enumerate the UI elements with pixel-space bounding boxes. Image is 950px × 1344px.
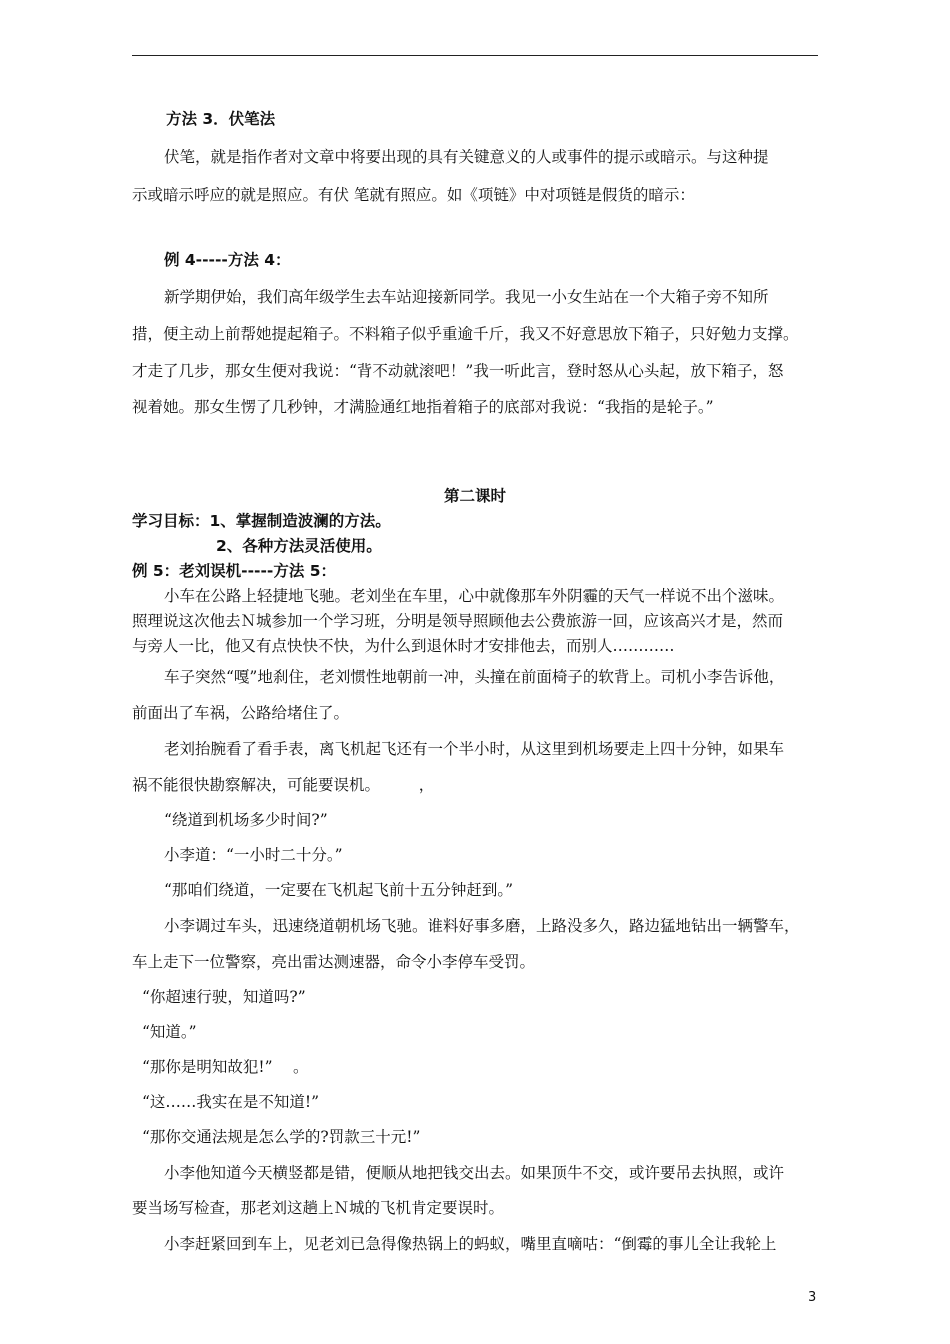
text-line: 小李他知道今天横竖都是错，便顺从地把钱交出去。如果顶牛不交，或许要吊去执照，或许 [164,1164,785,1182]
text-line: 学习目标：1、掌握制造波澜的方法。 [132,512,391,530]
page-number: 3 [808,1290,817,1305]
text-line: 老刘抬腕看了看手表，离飞机起飞还有一个半小时，从这里到机场要走上四十分钟，如果车 [164,740,785,758]
text-line: 前面出了车祸，公路给堵住了。 [132,704,350,722]
text-line: “那咱们绕道，一定要在飞机起飞前十五分钟赶到。” [164,881,514,899]
text-line: “那你交通法规是怎么学的?罚款三十元!” [142,1128,421,1146]
text-line: “你超速行驶，知道吗?” [142,988,306,1006]
text-line: 伏笔，就是指作者对文章中将要出现的具有关键意义的人或事件的提示或暗示。与这种提 [164,148,769,166]
text-line: 祸不能很快勘察解决，可能要误机。 ， [132,776,435,794]
text-line: 小李赶紧回到车上，见老刘已急得像热锅上的蚂蚁，嘴里直嘀咕：“倒霉的事儿全让我轮上 [164,1235,777,1253]
text-line: 例 4-----方法 4： [164,251,291,269]
text-line: 车子突然“嘎”地刹住，老刘惯性地朝前一冲，头撞在前面椅子的软背上。司机小李告诉他， [164,668,785,686]
text-line: “那你是明知故犯!” 。 [142,1058,309,1076]
text-line: 小李道：“一小时二十分。” [164,846,343,864]
text-line: 小车在公路上轻捷地飞驰。老刘坐在车里，心中就像那车外阴霾的天气一样说不出个滋味。 [164,587,785,605]
text-line: 要当场写检查，那老刘这趟上Ｎ城的飞机肯定要误时。 [132,1199,505,1217]
text-line: 方法 3．伏笔法 [166,110,276,128]
text-line: 与旁人一比，他又有点快快不快，为什么到退休时才安排他去，而别人………… [132,637,675,655]
text-line: 照理说这次他去Ｎ城参加一个学习班，分明是领导照顾他去公费旅游一回，应该高兴才是，然而 [132,612,784,630]
text-line: “知道。” [142,1023,197,1041]
text-line: 车上走下一位警察，亮出雷达测速器，命令小李停车受罚。 [132,953,536,971]
text-line: “绕道到机场多少时间?” [164,811,328,829]
text-line: 视着她。那女生愣了几秒钟，才满脸通红地指着箱子的底部对我说：“我指的是轮子。” [132,398,714,416]
text-line: 第二课时 [443,487,506,505]
text-line: 2、各种方法灵活使用。 [216,537,382,555]
text-line: “这……我实在是不知道!” [142,1093,320,1111]
text-line: 小李调过车头，迅速绕道朝机场飞驰。谁料好事多磨，上路没多久，路边猛地钻出一辆警车， [164,917,800,935]
text-line: 措，便主动上前帮她提起箱子。不料箱子似乎重逾千斤，我又不好意思放下箱子，只好勉力支撑。 [132,325,799,343]
text-line: 示或暗示呼应的就是照应。有伏 笔就有照应。如《项链》中对项链是假货的暗示： [132,186,695,204]
text-line: 才走了几步，那女生便对我说：“背不动就滚吧！”我一听此言，登时怒从心头起，放下箱子，怒 [132,362,784,380]
text-line: 例 5：老刘误机-----方法 5： [132,562,337,580]
text-line: 新学期伊始，我们高年级学生去车站迎接新同学。我见一小女生站在一个大箱子旁不知所 [164,288,769,306]
header-rule [132,55,818,56]
